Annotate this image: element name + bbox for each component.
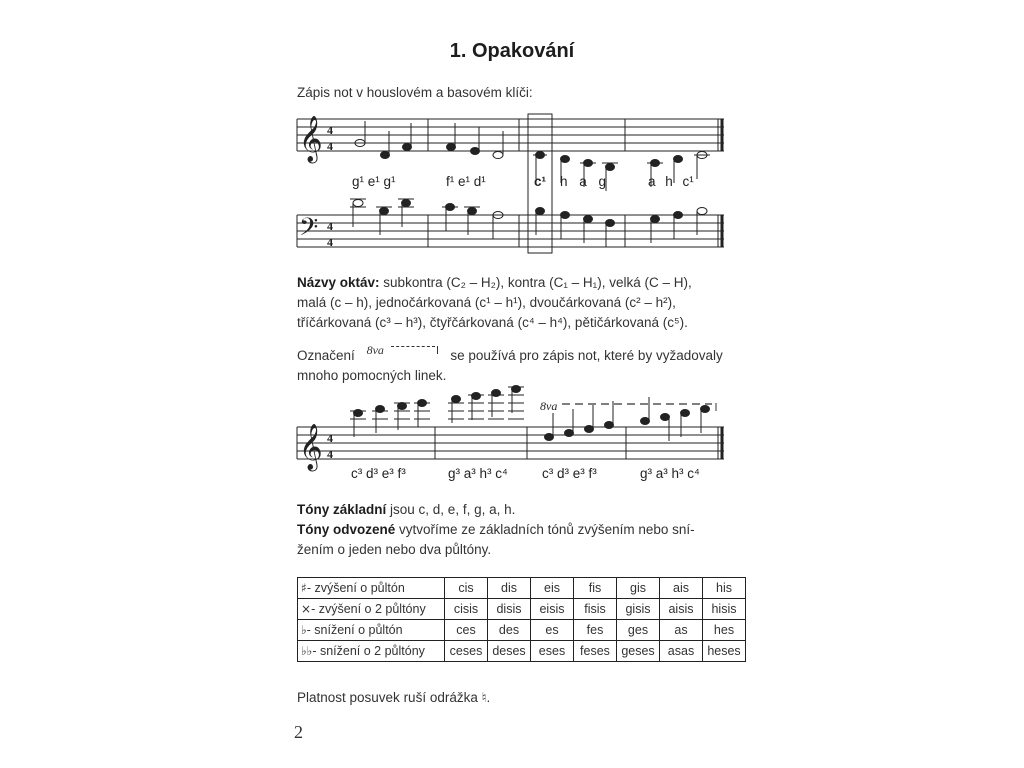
natural-sign-note: Platnost posuvek ruší odrážka ♮. bbox=[297, 690, 491, 706]
basic-line-1: Tóny základní jsou c, d, e, f, g, a, h. bbox=[297, 502, 516, 517]
note-label: c³ d³ e³ f³ bbox=[351, 466, 406, 481]
svg-text:4: 4 bbox=[327, 235, 333, 249]
accidental-note-cell: ais bbox=[660, 578, 703, 599]
accidental-note-cell: aisis bbox=[660, 599, 703, 620]
note-label: h a g bbox=[560, 174, 607, 189]
note-label: c³ d³ e³ f³ bbox=[542, 466, 597, 481]
accidental-label-cell bbox=[298, 599, 445, 620]
accidental-note-cell: des bbox=[488, 620, 531, 641]
accidental-symbol-icon: ♯ bbox=[301, 581, 307, 595]
svg-text:4: 4 bbox=[327, 431, 333, 445]
octaves-line-2: malá (c – h), jednočárkovaná (c¹ – h¹), dvoučárkovaná (c² – h²), bbox=[297, 295, 676, 310]
accidental-note-cell: ges bbox=[617, 620, 660, 641]
ottava-line-1: Označení 8va se používá pro zápis not, které by vyžadovaly bbox=[297, 343, 723, 363]
svg-text:4: 4 bbox=[327, 139, 333, 153]
natural-sign-icon: ♮ bbox=[481, 690, 487, 706]
accidental-note-cell: deses bbox=[488, 641, 531, 662]
accidental-note-cell: geses bbox=[617, 641, 660, 662]
accidental-note-cell: hes bbox=[703, 620, 746, 641]
accidental-note-cell: gis bbox=[617, 578, 660, 599]
note-label: c¹ bbox=[534, 174, 547, 189]
accidental-note-cell: heses bbox=[703, 641, 746, 662]
note-label: g¹ e¹ g¹ bbox=[352, 174, 396, 189]
accidental-label: - zvýšení o 2 půltóny bbox=[311, 602, 426, 616]
accidental-row bbox=[298, 599, 746, 620]
page-title: 1. Opakování bbox=[449, 40, 575, 62]
accidental-symbol-icon: ♭ bbox=[301, 623, 307, 637]
accidental-note-cell: ces bbox=[445, 620, 488, 641]
octaves-line-1: Názvy oktáv: subkontra (C₂ – H₂), kontra (C₁ – H₁), velká (C – H), bbox=[297, 275, 692, 290]
note-label: f¹ e¹ d¹ bbox=[446, 174, 486, 189]
accidental-symbol-icon: ♭♭ bbox=[301, 644, 313, 658]
svg-text:4: 4 bbox=[327, 219, 333, 233]
basic-line-2: Tóny odvozené vytvoříme ze základních tónů zvýšením nebo sní- bbox=[297, 522, 695, 537]
accidental-note-cell: dis bbox=[488, 578, 531, 599]
intro-text: Zápis not v houslovém a basovém klíči: bbox=[297, 85, 533, 100]
accidental-label-cell bbox=[298, 641, 445, 662]
accidental-note-cell: ceses bbox=[445, 641, 488, 662]
treble-clef-icon: 𝄞 bbox=[299, 116, 323, 162]
note-label: a h c¹ bbox=[648, 174, 694, 189]
ottava-line-2: mnoho pomocných linek. bbox=[297, 368, 447, 383]
svg-text:4: 4 bbox=[327, 123, 333, 137]
accidental-label: - snížení o 2 půltóny bbox=[312, 644, 425, 658]
accidental-note-cell: asas bbox=[660, 641, 703, 662]
ottava-mark: 8va bbox=[540, 399, 558, 413]
accidental-note-cell: his bbox=[703, 578, 746, 599]
note-label: g³ a³ h³ c⁴ bbox=[448, 466, 508, 481]
accidental-note-cell: cis bbox=[445, 578, 488, 599]
accidental-note-cell: fes bbox=[574, 620, 617, 641]
treble-clef-icon: 𝄞 bbox=[299, 424, 323, 470]
basic-line-3: žením o jeden nebo dva půltóny. bbox=[297, 542, 492, 557]
accidentals-table bbox=[297, 577, 746, 662]
accidental-note-cell: fis bbox=[574, 578, 617, 599]
accidental-row bbox=[298, 578, 746, 599]
octaves-line-3: tříčárkovaná (c³ – h³), čtyřčárkovaná (c⁴ – h⁴), pětičárkovaná (c⁵). bbox=[297, 315, 688, 330]
accidental-label: - zvýšení o půltón bbox=[306, 581, 405, 595]
ottava-symbol: 8va bbox=[359, 346, 447, 360]
accidental-note-cell: feses bbox=[574, 641, 617, 662]
accidental-note-cell: fisis bbox=[574, 599, 617, 620]
accidental-note-cell: eses bbox=[531, 641, 574, 662]
accidental-label-cell bbox=[298, 578, 445, 599]
accidental-row bbox=[298, 620, 746, 641]
accidental-row bbox=[298, 641, 746, 662]
svg-text:4: 4 bbox=[327, 447, 333, 461]
accidental-note-cell: gisis bbox=[617, 599, 660, 620]
bass-clef-icon: 𝄢 bbox=[299, 213, 319, 248]
accidental-label: - snížení o půltón bbox=[306, 623, 403, 637]
accidental-note-cell: cisis bbox=[445, 599, 488, 620]
accidental-label-cell bbox=[298, 620, 445, 641]
page-number: 2 bbox=[294, 722, 303, 742]
octaves-lead: Názvy oktáv: bbox=[297, 275, 380, 290]
accidental-note-cell: hisis bbox=[703, 599, 746, 620]
accidental-note-cell: eisis bbox=[531, 599, 574, 620]
accidental-symbol-icon: × bbox=[301, 602, 312, 616]
accidental-note-cell: es bbox=[531, 620, 574, 641]
accidental-note-cell: eis bbox=[531, 578, 574, 599]
accidental-note-cell: disis bbox=[488, 599, 531, 620]
note-label: g³ a³ h³ c⁴ bbox=[640, 466, 700, 481]
accidental-note-cell: as bbox=[660, 620, 703, 641]
